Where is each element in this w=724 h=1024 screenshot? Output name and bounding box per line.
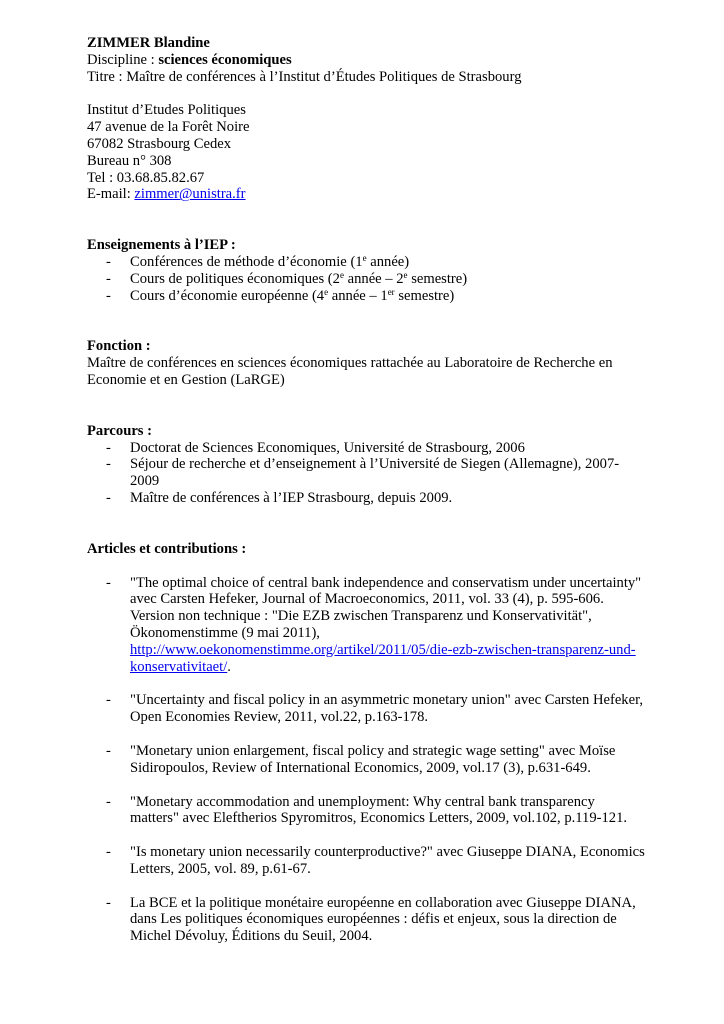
teaching-list (87, 254, 647, 304)
list-item: - Conférences de méthode d’économie (1e année) (87, 254, 647, 271)
list-item: - Maître de conférences à l’IEP Strasbourg, depuis 2009. (87, 490, 647, 507)
discipline-line (87, 52, 647, 69)
list-item: - "Monetary union enlargement, fiscal policy and strategic wage setting" avec Moïse Sidiropoulos, Review of International Economics, 2009, vol.17 (3), p.631-649. (87, 743, 647, 777)
list-item: - La BCE et la politique monétaire européenne en collaboration avec Giuseppe DIANA, dans Les politiques économiques européennes : défis et enjeux, sous la direction de Michel Dévoluy, Éditions du Seuil, 2004. (87, 895, 647, 945)
telephone: Tel : 03.68.85.82.67 (87, 169, 205, 186)
discipline-value: sciences économiques (158, 51, 292, 68)
function-heading: Fonction : (87, 338, 151, 355)
discipline-label: Discipline : (87, 51, 159, 68)
office-number: Bureau n° 308 (87, 152, 172, 169)
email-line (87, 186, 647, 203)
articles-heading: Articles et contributions : (87, 540, 247, 557)
career-heading: Parcours : (87, 422, 152, 439)
contact-block (87, 102, 647, 203)
teaching-heading: Enseignements à l’IEP : (87, 237, 236, 254)
list-item: - "Is monetary union necessarily counterproductive?" avec Giuseppe DIANA, Economics Letters, 2005, vol. 89, p.61-67. (87, 844, 647, 878)
list-item: - "Uncertainty and fiscal policy in an asymmetric monetary union" avec Carsten Hefeker, Open Economies Review, 2011, vol.22, p.163-178. (87, 692, 647, 726)
article-link-line: http://www.oekonomenstimme.org/artikel/2011/05/die-ezb-zwischen-transparenz-und-konservativitaet/. (130, 641, 636, 675)
list-item: - Cours de politiques économiques (2e année – 2e semestre) (87, 271, 647, 288)
author-name: ZIMMER Blandine (87, 35, 210, 51)
career-list (87, 440, 647, 507)
email-link[interactable]: zimmer@unistra.fr (134, 186, 246, 203)
street-address: 47 avenue de la Forêt Noire (87, 119, 250, 136)
article-version: Version non technique : "Die EZB zwischen Transparenz und Konservativität", Ökonomenstimme (9 mai 2011), (130, 608, 592, 641)
list-item: - "Monetary accommodation and unemployment: Why central bank transparency matters" avec Eleftherios Spyromitros, Economics Letters, 2009, vol.102, p.119-121. (87, 794, 647, 828)
articles-list (87, 575, 647, 946)
email-label: E-mail: (87, 186, 135, 203)
article-link[interactable]: http://www.oekonomenstimme.org/artikel/2011/05/die-ezb-zwischen-transparenz-und-konservativitaet/ (130, 641, 636, 675)
city-address: 67082 Strasbourg Cedex (87, 135, 232, 152)
list-item: - Cours d’économie européenne (4e année – 1er semestre) (87, 288, 647, 305)
function-text: Maître de conférences en sciences économiques rattachée au Laboratoire de Recherche en Economie et en Gestion (LaRGE) (87, 355, 613, 388)
list-item (87, 575, 647, 676)
list-item: - Doctorat de Sciences Economiques, Université de Strasbourg, 2006 (87, 440, 647, 457)
document-page (87, 35, 647, 962)
list-item: - Séjour de recherche et d’enseignement à l’Université de Siegen (Allemagne), 2007-2009 (87, 456, 647, 490)
institution: Institut d’Etudes Politiques (87, 102, 246, 119)
title-line: Titre : Maître de conférences à l’Institut d’Études Politiques de Strasbourg (87, 68, 522, 85)
article-text: - "The optimal choice of central bank independence and conservatism under uncertainty" avec Carsten Hefeker, Journal of Macroeconomics, 2011, vol. 33 (4), p. 595-606. (130, 574, 642, 608)
